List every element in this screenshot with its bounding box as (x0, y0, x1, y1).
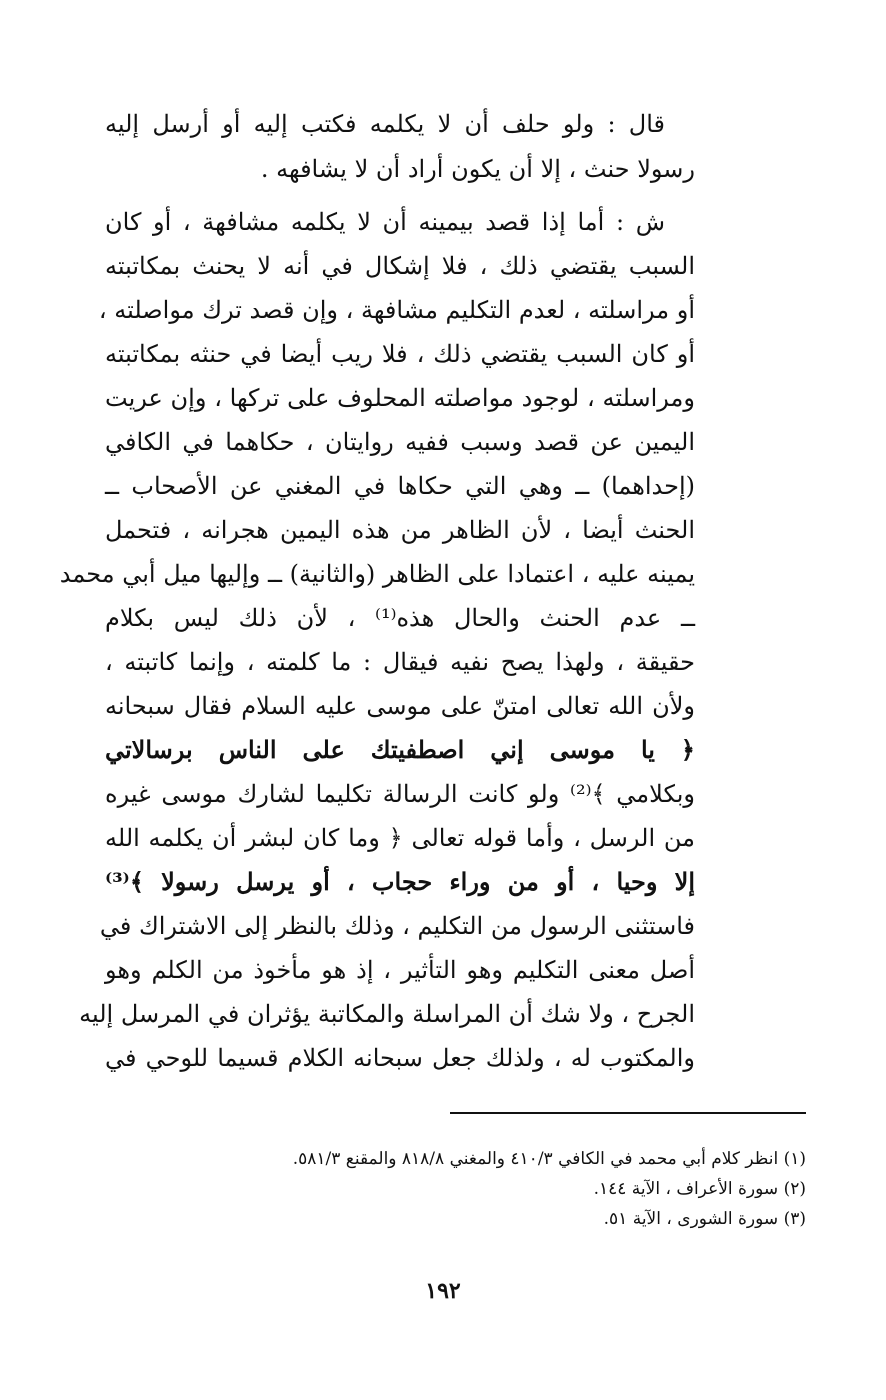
body-line: فاستثنى الرسول من التكليم ، وذلك بالنظر إلى الاشتراك في (99, 912, 695, 940)
body-line: الحنث أيضا ، لأن الظاهر من هذه اليمين هجرانه ، فتحمل (105, 516, 695, 544)
body-line: رسولا حنث ، إلا أن يكون أراد أن لا يشافهه . (260, 155, 695, 183)
body-line: ش : أما إذا قصد بيمينه أن لا يكلمه مشافهة ، أو كان (105, 208, 665, 236)
body-line: حقيقة ، ولهذا يصح نفيه فيقال : ما كلمته ، وإنما كاتبته ، (105, 648, 695, 676)
body-line: وبكلامي ﴾⁽²⁾ ولو كانت الرسالة تكليما لشارك موسى غيره (105, 780, 695, 808)
body-line: أصل معنى التكليم وهو التأثير ، إذ هو مأخوذ من الكلم وهو (105, 956, 695, 984)
body-line: ــ عدم الحنث والحال هذه⁽¹⁾ ، لأن ذلك ليس بكلام (105, 604, 696, 632)
footnote-divider (450, 1112, 806, 1114)
body-line: قال : ولو حلف أن لا يكلمه فكتب إليه أو أرسل إليه (105, 110, 665, 138)
body-line: والمكتوب له ، ولذلك جعل سبحانه الكلام قسيما للوحي في (105, 1044, 695, 1072)
footnote: (٣) سورة الشورى ، الآية ٥١. (603, 1209, 806, 1229)
body-line: الجرح ، ولا شك أن المراسلة والمكاتبة يؤثران في المرسل إليه (79, 1000, 695, 1028)
body-line: (إحداهما) ــ وهي التي حكاها في المغني عن الأصحاب ــ (105, 472, 695, 500)
body-line: ولأن الله تعالى امتنّ على موسى عليه السلام فقال سبحانه (105, 692, 695, 720)
footnote: (٢) سورة الأعراف ، الآية ١٤٤. (593, 1179, 806, 1199)
body-line: يمينه عليه ، اعتمادا على الظاهر (والثانية) ــ وإليها ميل أبي محمد (59, 560, 695, 588)
body-line: ومراسلته ، لوجود مواصلته المحلوف على تركها ، وإن عريت (105, 384, 695, 412)
body-line: أو كان السبب يقتضي ذلك ، فلا ريب أيضا في حنثه بمكاتبته (105, 340, 695, 368)
page-number: ١٩٢ (425, 1278, 461, 1304)
quran-verse-line: إلا وحيا ، أو من وراء حجاب ، أو يرسل رسولا ﴾⁽³⁾ (105, 867, 695, 896)
quran-verse-line: ﴿ يا موسى إني اصطفيتك على الناس برسالاتي (105, 735, 695, 764)
footnote: (١) انظر كلام أبي محمد في الكافي ٤١٠/٣ والمغني ٨١٨/٨ والمقنع ٥٨١/٣. (292, 1149, 806, 1169)
body-line: السبب يقتضي ذلك ، فلا إشكال في أنه لا يحنث بمكاتبته (105, 252, 695, 280)
body-line: من الرسل ، وأما قوله تعالى ﴿ وما كان لبشر أن يكلمه الله (105, 824, 695, 852)
body-line: اليمين عن قصد وسبب ففيه روايتان ، حكاهما في الكافي (105, 428, 695, 456)
body-line: أو مراسلته ، لعدم التكليم مشافهة ، وإن قصد ترك مواصلته ، (98, 296, 695, 324)
